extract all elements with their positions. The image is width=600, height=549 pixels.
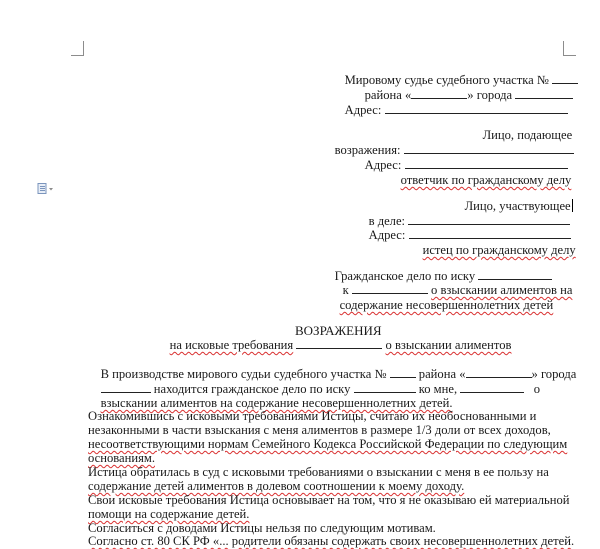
- subtitle-text-b: о взыскании алиментов: [385, 338, 512, 352]
- paragraph-6-line-1: [88, 534, 574, 549]
- paragraph-2-line-3: [88, 437, 567, 452]
- party-address-label: Адрес:: [368, 228, 406, 242]
- text-cursor: [572, 199, 573, 212]
- paragraph-2-line-2: [88, 423, 551, 438]
- p1-text-e: ко мне,: [418, 382, 458, 396]
- paragraph-4-line-2: [88, 507, 249, 522]
- p5-text-1: Согласиться с доводами Истицы нельзя по следующим мотивам.: [88, 521, 436, 535]
- paragraph-3-line-2: [88, 479, 464, 494]
- judge-text-2b: » города: [467, 88, 513, 102]
- case-text-1: Гражданское дело по иску: [334, 269, 476, 283]
- blank-field: [460, 382, 524, 393]
- party-role-text: истец по гражданскому делу: [422, 243, 576, 257]
- p1-text-f: о: [533, 382, 540, 396]
- filer-text-2: возражения:: [334, 143, 401, 157]
- case-text-2a: к: [342, 283, 349, 297]
- document-title-text: ВОЗРАЖЕНИЯ: [295, 323, 382, 338]
- p1-text-g: взыскании алиментов на содержание несовершеннолетних детей.: [100, 396, 453, 410]
- address-label: Адрес:: [344, 103, 382, 117]
- p1-text-a: В производстве мирового судьи судебного участка №: [100, 367, 387, 381]
- p2-text-3: несоответствующими нормам Семейного Кодекса Российской Федерации по следующим: [88, 437, 568, 451]
- blank-field: [296, 338, 382, 349]
- p4-text-1: Свои исковые требования Истица основывает на том, что я не оказываю ей материальной: [88, 493, 570, 507]
- p3-text-1: Истица обратилась в суд с исковыми требованиями о взыскании с меня в ее пользу на: [88, 465, 549, 479]
- judge-text-1: Мировому судье судебного участка №: [344, 73, 549, 87]
- party-text-2: в деле:: [368, 214, 406, 228]
- p6-text-1: Согласно ст. 80 СК РФ «... родители обязаны содержать своих несовершеннолетних детей.: [88, 534, 575, 548]
- filer-address-label: Адрес:: [364, 158, 402, 172]
- case-text-3: содержание несовершеннолетних детей: [339, 298, 554, 312]
- margin-crop-mark-top-right: [563, 41, 576, 56]
- party-text-1: Лицо, участвующее: [464, 199, 571, 213]
- judge-text-2a: района «: [364, 88, 412, 102]
- p1-text-b: района «: [418, 367, 466, 381]
- filer-role-text: ответчик по гражданскому делу: [400, 173, 572, 187]
- subtitle-text-a: на исковые требования: [169, 338, 294, 352]
- paragraph-3-line-1: [88, 465, 549, 480]
- paste-options-icon[interactable]: [37, 183, 57, 195]
- p1-text-d: находится гражданское дело по иску: [153, 382, 351, 396]
- margin-crop-mark-top-left: [71, 41, 84, 56]
- p3-text-2: содержание детей алиментов в долевом соотношении к моему доходу.: [88, 479, 465, 493]
- p2-text-2: незаконными в части взыскания с меня алиментов в размере 1/3 доли от всех доходов,: [88, 423, 551, 437]
- p2-text-4: основаниям.: [88, 451, 155, 465]
- case-text-2b: о взыскании алиментов на: [431, 283, 573, 297]
- paragraph-2-line-1: [88, 409, 536, 424]
- paragraph-4-line-1: [88, 493, 570, 508]
- p4-text-2: помощи на содержание детей.: [88, 507, 250, 521]
- p1-text-c: » города: [531, 367, 577, 381]
- filer-text-1: Лицо, подающее: [482, 128, 573, 142]
- p2-text-1: Ознакомившись с исковыми требованиями Истицы, считаю их необоснованными и: [88, 409, 537, 423]
- paragraph-2-line-4: [88, 451, 155, 466]
